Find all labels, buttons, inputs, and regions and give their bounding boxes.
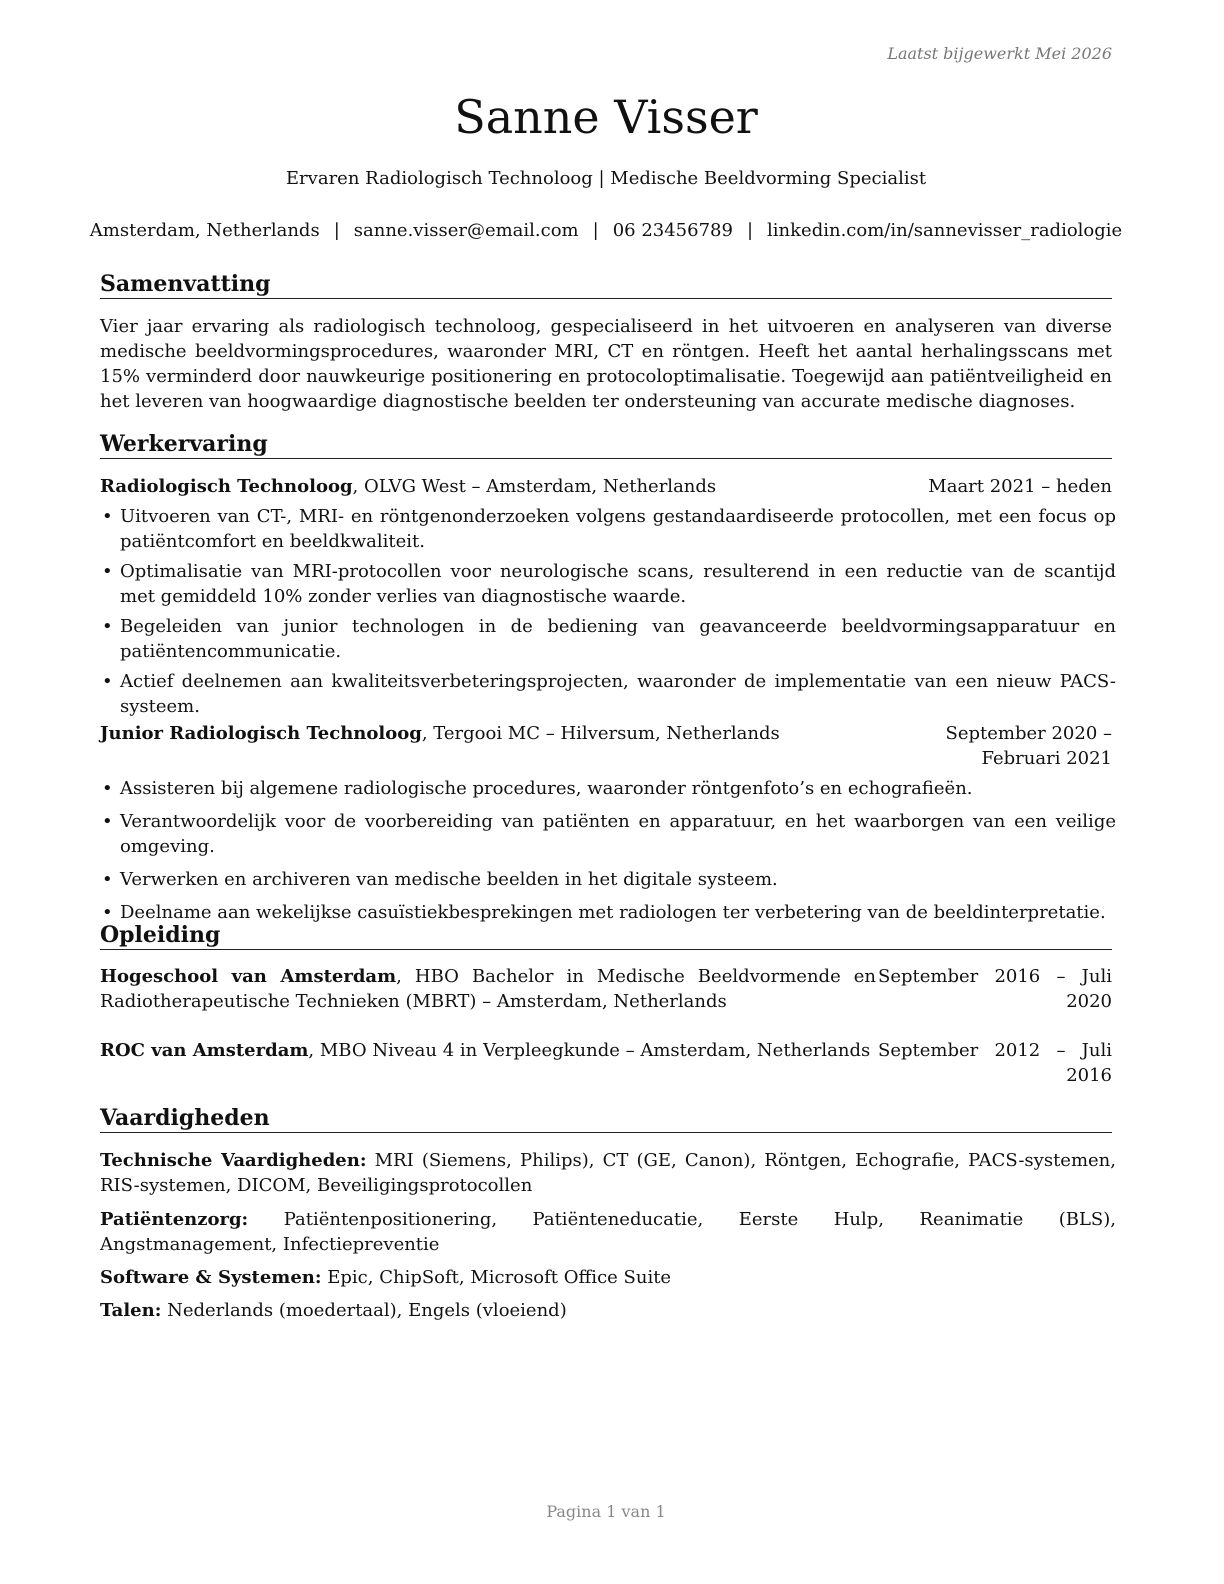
bullet-icon: • (102, 506, 113, 527)
contact-linkedin[interactable]: linkedin.com/in/sannevisser_radiologie (767, 220, 1123, 241)
education-line (100, 964, 876, 1014)
contact-line (80, 219, 1132, 243)
section-title-summary: Samenvatting (100, 270, 1112, 299)
job-title-line (100, 474, 860, 499)
resume-page (89, 0, 1123, 1584)
skill-row (100, 1207, 1116, 1257)
education-dates: September 2012 – Juli 2016 (878, 1040, 1112, 1086)
contact-separator: | (746, 220, 754, 241)
skill-label: Technische Vaardigheden: (100, 1150, 367, 1171)
last-updated: Laatst bijgewerkt Mei 2026 (887, 44, 1112, 63)
list-item (100, 669, 1116, 719)
list-item (100, 614, 1116, 664)
list-item (100, 504, 1116, 554)
page-number: Pagina 1 van 1 (546, 1502, 666, 1521)
contact-phone: 06 23456789 (612, 220, 733, 241)
section-title-education: Opleiding (100, 921, 1112, 950)
job-role: Junior Radiologisch Technoloog (100, 723, 422, 744)
list-item (100, 559, 1116, 609)
skill-label: Patiëntenzorg: (100, 1209, 249, 1230)
bullet-icon: • (102, 561, 113, 582)
bullet-text: Verwerken en archiveren van medische beelden in het digitale systeem. (120, 869, 778, 890)
skill-value: MRI (Siemens, Philips), CT (GE, Canon), Röntgen, Echografie, PACS-systemen, RIS-systemen, DICOM, Beveiligingsprotocollen (100, 1150, 1116, 1196)
bullet-text: Begeleiden van junior technologen in de bediening van geavanceerde beeldvormingsapparatuur en patiëntencommunicatie. (120, 616, 1116, 662)
list-item (100, 809, 1116, 859)
skill-row (100, 1148, 1116, 1198)
education-detail: , HBO Bachelor in Medische Beeldvormende en Radiotherapeutische Technieken (MBRT) – Amsterdam, Netherlands (100, 966, 876, 1012)
bullet-text: Verantwoordelijk voor de voorbereiding van patiënten en apparatuur, en het waarborgen van een veilige omgeving. (120, 811, 1116, 857)
bullet-icon: • (102, 671, 113, 692)
bullet-text: Optimalisatie van MRI-protocollen voor neurologische scans, resulterend in een reductie van de scantijd met gemiddeld 10% zonder verlies van diagnostische waarde. (120, 561, 1116, 607)
job-title-line (100, 721, 860, 746)
skill-value: Patiëntenpositionering, Patiënteneducatie, Eerste Hulp, Reanimatie (BLS), Angstmanagement, Infectiepreventie (100, 1209, 1116, 1255)
bullet-icon: • (102, 778, 113, 799)
job-bullets (100, 504, 1116, 719)
job-place: , Tergooi MC – Hilversum, Netherlands (421, 723, 780, 744)
contact-separator: | (333, 220, 340, 241)
contact-separator: | (592, 220, 599, 241)
contact-email[interactable]: sanne.visser@email.com (353, 220, 579, 241)
job-role: Radiologisch Technoloog (100, 476, 353, 497)
job-bullets (100, 776, 1116, 925)
candidate-name: Sanne Visser (454, 90, 758, 144)
education-dates: September 2016 – Juli 2020 (878, 966, 1112, 1012)
job-place: , OLVG West – Amsterdam, Netherlands (352, 476, 717, 497)
skill-label: Talen: (100, 1300, 162, 1321)
section-title-experience: Werkervaring (100, 430, 1112, 459)
bullet-icon: • (102, 811, 113, 832)
list-item (100, 867, 1116, 892)
bullet-text: Actief deelnemen aan kwaliteitsverbeteringsprojecten, waaronder de implementatie van een nieuw PACS-systeem. (120, 671, 1116, 717)
skill-row (100, 1298, 1116, 1323)
skill-value: Epic, ChipSoft, Microsoft Office Suite (327, 1267, 672, 1288)
job-dates: Maart 2021 – heden (928, 476, 1112, 497)
bullet-text: Assisteren bij algemene radiologische procedures, waaronder röntgenfoto’s en echografieën. (120, 778, 973, 799)
education-school: ROC van Amsterdam (100, 1040, 309, 1061)
bullet-text: Uitvoeren van CT-, MRI- en röntgenonderzoeken volgens gestandaardiseerde protocollen, met een focus op patiëntcomfort en beeldkwaliteit. (120, 506, 1116, 552)
education-detail: , MBO Niveau 4 in Verpleegkunde – Amsterdam, Netherlands (308, 1040, 871, 1061)
list-item (100, 776, 1116, 801)
candidate-subtitle: Ervaren Radiologisch Technoloog | Medische Beeldvorming Specialist (285, 168, 927, 189)
skill-row (100, 1265, 1116, 1290)
bullet-text: Deelname aan wekelijkse casuïstiekbesprekingen met radiologen ter verbetering van de beeldinterpretatie. (120, 902, 1106, 923)
job-dates: September 2020 – Februari 2021 (945, 723, 1112, 769)
summary-text: Vier jaar ervaring als radiologisch technoloog, gespecialiseerd in het uitvoeren en analyseren van diverse medische beeldvormingsprocedures, waaronder MRI, CT en röntgen. Heeft het aantal herhalingsscans met 15% verminderd door nauwkeurige positionering en protocoloptimalisatie. Toegewijd aan patiëntveiligheid en het leveren van hoogwaardige diagnostische beelden ter ondersteuning van accurate medische diagnoses. (100, 316, 1112, 412)
bullet-icon: • (102, 869, 113, 890)
education-line (100, 1038, 876, 1063)
section-title-skills: Vaardigheden (100, 1104, 1112, 1133)
education-school: Hogeschool van Amsterdam (100, 966, 397, 987)
bullet-icon: • (102, 902, 113, 923)
contact-location: Amsterdam, Netherlands (89, 220, 320, 241)
skill-label: Software & Systemen: (100, 1267, 322, 1288)
skill-value: Nederlands (moedertaal), Engels (vloeiend) (167, 1300, 567, 1321)
bullet-icon: • (102, 616, 113, 637)
